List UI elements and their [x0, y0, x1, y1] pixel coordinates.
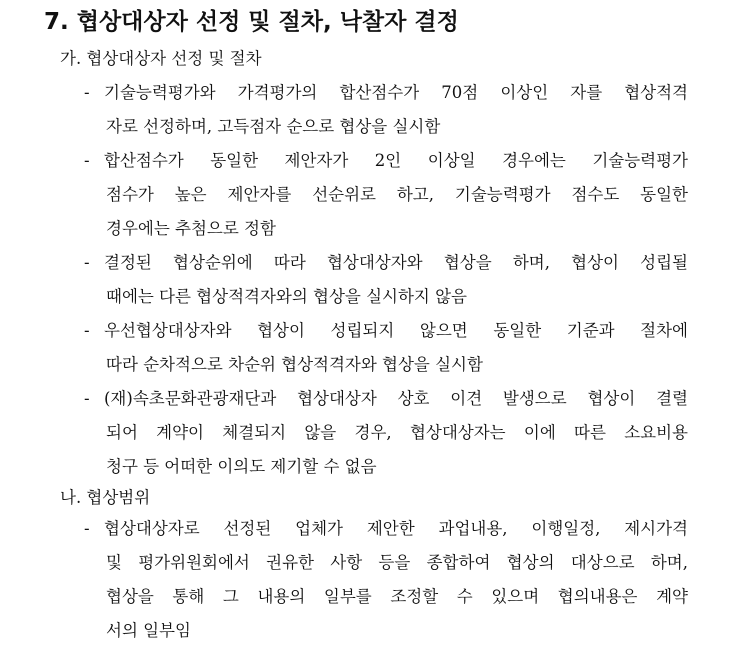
- section-heading-selection: 가. 협상대상자 선정 및 절차: [60, 49, 262, 68]
- list-item-line: 자로 선정하며, 고득점자 순으로 협상을 실시함: [106, 117, 441, 136]
- list-item: [84, 251, 688, 319]
- list-item-line: 따라 순차적으로 차순위 협상적격자와 협상을 실시함: [106, 355, 483, 374]
- list-item-line: 협상대상자로 선정된 업체가 제안한 과업내용, 이행일정, 제시가격: [104, 519, 688, 538]
- list-item: [84, 517, 688, 653]
- bullet-dash: -: [84, 389, 90, 408]
- bullet-dash: -: [84, 519, 90, 538]
- bullet-dash: -: [84, 83, 90, 102]
- list-item: [84, 319, 688, 387]
- section-heading-scope: 나. 협상범위: [60, 488, 151, 507]
- list-item-line: 점수가 높은 제안자를 선순위로 하고, 기술능력평가 점수도 동일한: [106, 185, 688, 204]
- list-item-line: 되어 계약이 체결되지 않을 경우, 협상대상자는 이에 따른 소요비용: [106, 423, 688, 442]
- bullet-dash: -: [84, 321, 90, 340]
- bullet-dash: -: [84, 151, 90, 170]
- list-item-line: 서의 일부임: [106, 621, 191, 640]
- list-item-line: 결정된 협상순위에 따라 협상대상자와 협상을 하며, 협상이 성립될: [104, 253, 688, 272]
- list-item: [84, 81, 688, 149]
- bullet-dash: -: [84, 253, 90, 272]
- list-item-line: 우선협상대상자와 협상이 성립되지 않으면 동일한 기준과 절차에: [104, 321, 688, 340]
- list-item-line: 기술능력평가와 가격평가의 합산점수가 70점 이상인 자를 협상적격: [104, 83, 688, 102]
- list-item-line: 및 평가위원회에서 권유한 사항 등을 종합하여 협상의 대상으로 하며,: [106, 553, 688, 572]
- list-item-line: 경우에는 추첨으로 정함: [106, 219, 276, 238]
- list-item: [84, 149, 688, 251]
- list-item-line: (재)속초문화관광재단과 협상대상자 상호 이견 발생으로 협상이 결렬: [104, 389, 688, 408]
- list-item-line: 청구 등 어떠한 이의도 제기할 수 없음: [106, 457, 377, 476]
- list-item-line: 합산점수가 동일한 제안자가 2인 이상일 경우에는 기술능력평가: [104, 151, 688, 170]
- list-item-line: 협상을 통해 그 내용의 일부를 조정할 수 있으며 협의내용은 계약: [106, 587, 688, 606]
- list-item-line: 때에는 다른 협상적격자와의 협상을 실시하지 않음: [106, 287, 467, 306]
- list-item: [84, 387, 688, 489]
- document-title: 7. 협상대상자 선정 및 절차, 낙찰자 결정: [44, 9, 459, 35]
